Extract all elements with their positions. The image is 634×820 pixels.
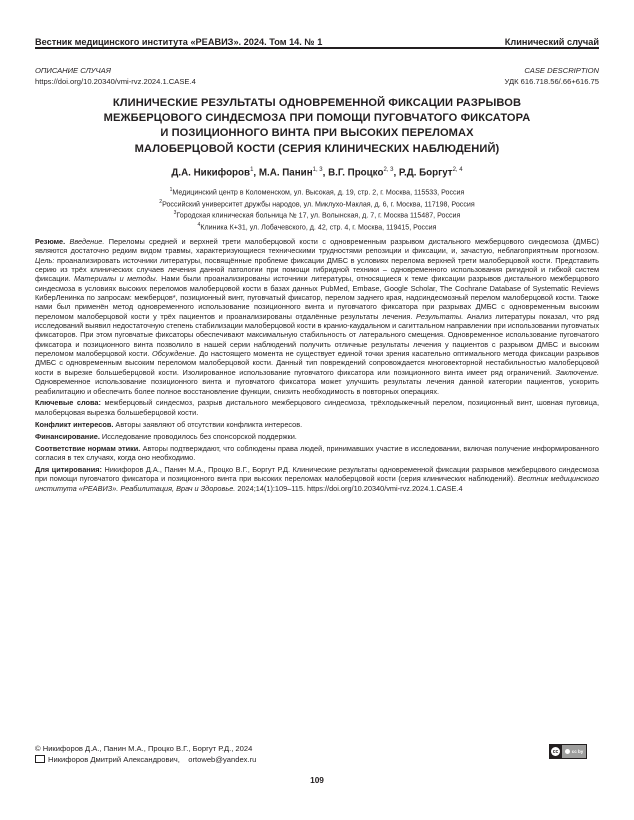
author-affil-ref: 1 bbox=[250, 167, 254, 173]
author-name: Р.Д. Боргут bbox=[398, 167, 453, 179]
envelope-icon bbox=[35, 755, 45, 763]
journal-title: Вестник медицинского института «РЕАВИЗ». 2024. Том 14. № 1 bbox=[35, 37, 323, 47]
affiliation-item: $^1$Медицинский центр в Коломенском, ул. Высокая, д. 19, стр. 2, г. Москва, 115533, Россия bbox=[169, 187, 465, 197]
keywords: Ключевые слова: межберцовый синдесмоз, разрыв дистального межберцового синдесмоза, трёхлодыжечный перелом, позиционный винт, шовная пуговица, малоберцовая вырезка большеберцовой кости. bbox=[35, 398, 599, 417]
author-name: В.Г. Процко bbox=[328, 167, 384, 179]
funding: Финансирование. Исследование проводилось без спонсорской поддержки. bbox=[35, 431, 297, 441]
author-affil-ref: 2, 3 bbox=[383, 167, 394, 173]
cc-icon: cc bbox=[552, 748, 559, 755]
doi-link[interactable]: https://doi.org/10.20340/vmi-rvz.2024.1.CASE.4 bbox=[35, 76, 196, 86]
affiliations bbox=[35, 186, 599, 232]
conflict-of-interest: Конфликт интересов. Авторы заявляют об отсутствии конфликта интересов. bbox=[35, 419, 303, 429]
footer bbox=[35, 743, 599, 765]
title-line: И ПОЗИЦИОННОГО ВИНТА ПРИ ВЫСОКИХ ПЕРЕЛОМАХ bbox=[160, 127, 474, 140]
title-line: МАЛОБЕРЦОВОЙ КОСТИ (СЕРИЯ КЛИНИЧЕСКИХ НАБЛЮДЕНИЙ) bbox=[134, 142, 500, 155]
copyright: © Никифоров Д.А., Панин М.А., Процко В.Г., Боргут Р.Д., 2024 bbox=[35, 744, 253, 753]
author-name: Д.А. Никифоров bbox=[171, 167, 251, 179]
author-affil-ref: 2, 4 bbox=[452, 167, 463, 173]
title-line: КЛИНИЧЕСКИЕ РЕЗУЛЬТАТЫ ОДНОВРЕМЕННОЙ ФИКСАЦИИ РАЗРЫВОВ bbox=[112, 97, 522, 109]
page-number: 109 bbox=[310, 775, 324, 785]
citation: Для цитирования: Никифоров Д.А., Панин М.А., Процко В.Г., Боргут Р.Д. Клинические результаты одновременной фиксации разрывов межберцового синдесмоза при помощи пуговчатого фиксатора и позиционного винта при высоких переломах малоберцовой кости (серия клинических наблюдений). Вестник медицинского института «РЕАВИЗ». Реабилитация, Врач и Здоровье. 2024;14(1):109–115. https://doi.org/10.20340/vmi-rvz.2024.1.CASE.4 bbox=[35, 464, 599, 493]
article-title bbox=[60, 96, 574, 157]
contact-email[interactable]: ortoweb@yandex.ru bbox=[188, 755, 257, 764]
section-label: Клинический случай bbox=[504, 37, 599, 47]
article-type-ru: ОПИСАНИЕ СЛУЧАЯ bbox=[35, 66, 111, 75]
ethics: Соответствие нормам этики. Авторы подтверждают, что соблюдены права людей, принимавших участие в исследовании, включая получение информированного согласия в тех случаях, когда оно необходимо. bbox=[35, 443, 599, 462]
title-line: МЕЖБЕРЦОВОГО СИНДЕСМОЗА ПРИ ПОМОЩИ ПУГОВЧАТОГО ФИКСАТОРА bbox=[103, 112, 531, 125]
abstract-text: Резюме. Введение. Переломы средней и верхней трети малоберцовой кости с одновременным разрывом дистального межберцового синдесмоза (ДМБС) являются достаточно редким видом травмы, характеризующиеся техническими трудностями репозиции и фиксации, и, зачастую, неблагоприятным прогнозом. Цель: проанализировать источники литературы, посвящённые проблеме фиксации ДМБС в условиях перелома верхней трети малоберцовой кости. Представить серию из трёх клинических случаев лечения данной патологии при помощи гибридной техники – одновременного использования ригидной и гибкой систем фиксации. Материалы и методы. Нами были проанализированы источники литературы, относящиеся к теме фиксации разрывов дистального межберцового синдесмоза в условиях высоких переломов малоберцовой кости в базах данных PubMed, Embase, Google Scholar, The Cochrane Database of Systematic Reviews КиберЛенинка по запросам: межберцов*, позиционный винт, пуговчатый фиксатор, перелом заднего края, надсиндесмозный перелом малоберцовой кости. Также нами был применён метод одновременного использование позиционного винта и пуговчатого фиксатора при разрывах ДМБС с одновременным высоким переломом малоберцовой кости у трёх пациентов и проанализированы отдалённые результаты лечения. Результаты. Анализ литературы показал, что ряд исследований выявил недостаточную степень стабилизации малоберцовой кости в кранио-каудальном и сагиттальном направлении при использовании пуговчатых фиксаторов. При этом пуговчатые фиксаторы обеспечивают максимальную стабильность от латерального смещения. Одновременное использование пуговчатого фиксатора и позиционного винта позволило в нашей серии наблюдений получить отличные результаты лечения у пациентов с разрывом ДМБС и высоким переломом малоберцовой кости. Обсуждение. До настоящего момента не существует единой точки зрения касательно оптимального метода фиксации разрывов ДМБС с одновременным высоким переломом малоберцовой кости. Данный тип повреждений сопровождается многовекторной нестабильностью малоберцовой кости в вырезке большеберцовой кости. Изолированное использование пуговчатого фиксатора или позиционного винта имеет ряд ограничений. Заключение. Одновременное использование позиционного винта и пуговчатого фиксатора может улучшить результаты лечения данной категории пациентов, ускорить реабилитацию и обеспечить более полное восстановление функции, снизить необходимость в повторных операциях. bbox=[35, 237, 600, 396]
contact bbox=[35, 754, 599, 765]
by-icon: cc by bbox=[562, 745, 586, 758]
affiliation-item: $^2$Российский университет дружбы народов, ул. Миклухо-Маклая, д. 6, г. Москва, 117198, Россия bbox=[159, 198, 475, 208]
contact-name: Никифоров Дмитрий Александрович, bbox=[48, 755, 180, 764]
author-affil-ref: 1, 3 bbox=[312, 167, 323, 173]
cc-license-badge[interactable] bbox=[549, 744, 587, 759]
affiliation-item: $^4$Клиника К+31, ул. Лобачевского, д. 42, стр. 4, г. Москва, 119415, Россия bbox=[197, 221, 437, 232]
abstract-block bbox=[35, 237, 599, 496]
author-list: Д.А. Никифоров$^1$, М.А. Панин$^{1, 3}$, В.Г. Процко$^{2, 3}$, Р.Д. Боргут$^{2, 4}$ bbox=[171, 167, 463, 179]
author-name: М.А. Панин bbox=[258, 167, 313, 179]
article-type-en: CASE DESCRIPTION bbox=[524, 66, 599, 75]
affiliation-item: $^3$Городская клиническая больница № 17, ул. Волынская, д. 7, г. Москва 115487, Россия bbox=[173, 210, 461, 220]
header-divider bbox=[35, 47, 599, 49]
udc-code: УДК 616.718.56/.66+616.75 bbox=[504, 76, 599, 86]
